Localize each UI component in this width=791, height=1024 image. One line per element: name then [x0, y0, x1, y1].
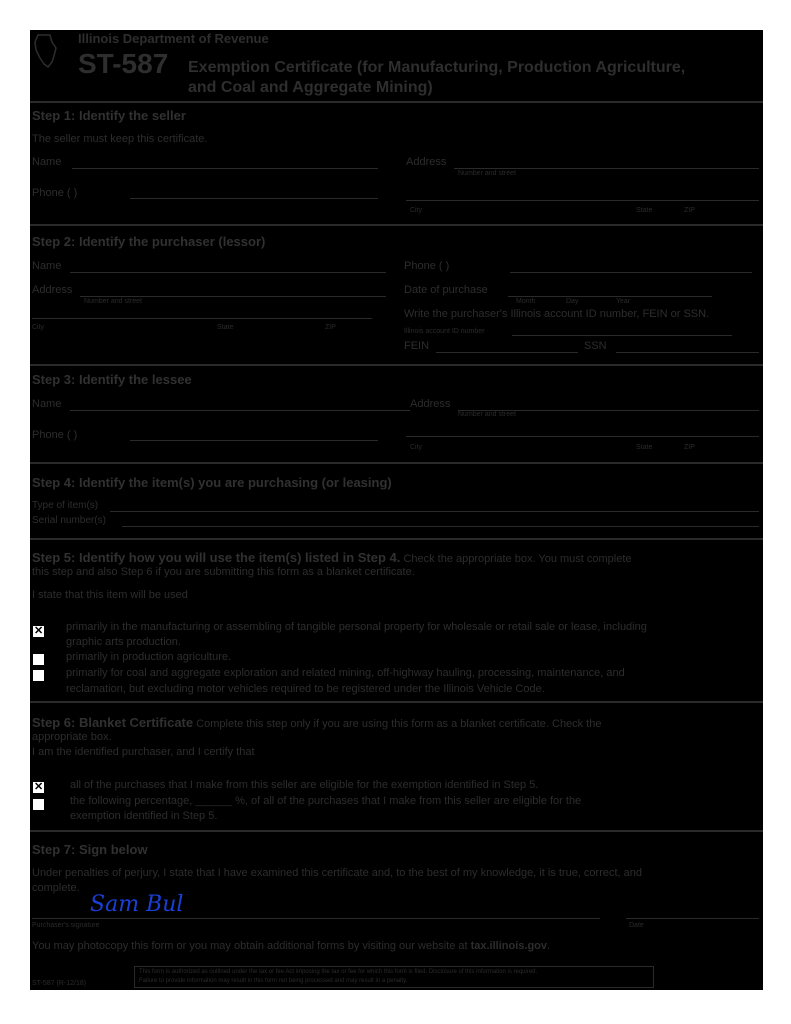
ssn-field[interactable] [616, 352, 759, 353]
exemption-certificate-form [30, 30, 763, 990]
seller-address-label: Address [406, 156, 447, 168]
use-mining-label: primarily for coal and aggregate exploration and related mining, off-highway hauling, processing, maintenance, and [66, 667, 625, 679]
city-caption: City [410, 444, 423, 451]
department-name: Illinois Department of Revenue [78, 31, 269, 46]
zip-caption: ZIP [684, 444, 695, 451]
account-id-label: Illinois account ID number [404, 328, 485, 335]
date-caption: Date [629, 922, 644, 929]
blanket-percentage-label-cont: exemption identified in Step 5. [70, 810, 218, 822]
form-number: ST-587 [78, 48, 169, 79]
step5-statement: I state that this item will be used [32, 589, 188, 601]
number-street-caption: Number and street [458, 170, 516, 177]
city-caption: City [410, 207, 423, 214]
zip-caption: ZIP [684, 207, 695, 214]
date-of-purchase-label: Date of purchase [404, 284, 488, 296]
state-caption: State [636, 444, 653, 451]
day-caption: Day [566, 298, 579, 305]
perjury-statement-cont: complete. [32, 882, 80, 894]
seller-address-field[interactable] [454, 168, 759, 169]
use-manufacturing-checkbox[interactable]: ✕ [34, 625, 44, 637]
photocopy-end: . [547, 940, 551, 952]
use-agriculture-checkbox[interactable] [33, 654, 44, 665]
purchaser-phone-label: Phone ( ) [404, 260, 450, 272]
form-title-line1: Exemption Certificate (for Manufacturing, Production Agriculture, [188, 59, 686, 76]
month-caption: Month [516, 298, 536, 305]
form-title-line2: and Coal and Aggregate Mining) [188, 79, 433, 96]
divider [30, 101, 763, 103]
blanket-all-purchases-label: all of the purchases that I make from this seller are eligible for the exemption identified in Step 5. [70, 779, 539, 791]
lessee-phone-field[interactable] [130, 440, 378, 441]
seller-phone-field[interactable] [130, 198, 378, 199]
step4-heading: Step 4: Identify the item(s) you are purchasing (or leasing) [32, 475, 392, 490]
seller-city-field[interactable] [406, 200, 759, 201]
blanket-percentage-label: the following percentage, ______ %, of all of the purchases that I make from this seller are eligible for the [70, 795, 582, 807]
purchaser-address-label: Address [32, 284, 73, 296]
serial-numbers-label: Serial number(s) [32, 515, 106, 526]
purchaser-address-field[interactable] [80, 296, 386, 297]
disclaimer-line2: Failure to provide information may result in this form not being processed and may result in a penalty. [139, 978, 408, 984]
divider [30, 701, 763, 703]
step5-instruction: Check the appropriate box. You must complete [400, 553, 632, 565]
step6-instruction-line2: appropriate box. [32, 731, 112, 743]
seller-name-label: Name [32, 156, 62, 168]
perjury-statement: Under penalties of perjury, I state that I have examined this certificate and, to the best of my knowledge, it is true, correct, and [32, 867, 643, 879]
step1-heading: Step 1: Identify the seller [32, 108, 186, 123]
type-of-items-field[interactable] [110, 511, 759, 512]
seller-name-field[interactable] [72, 168, 378, 169]
step6-heading: Step 6: Blanket Certificate [32, 715, 194, 730]
purchaser-city-field[interactable] [32, 318, 372, 319]
number-street-caption: Number and street [458, 411, 516, 418]
step7-heading: Step 7: Sign below [32, 842, 148, 857]
ssn-label: SSN [584, 340, 607, 352]
step6-instruction: Complete this step only if you are using this form as a blanket certificate. Check the [193, 718, 602, 730]
blanket-percentage-checkbox[interactable] [33, 799, 44, 810]
signature-field[interactable] [32, 918, 600, 919]
use-manufacturing-label: primarily in the manufacturing or assembling of tangible personal property for wholesale or retail sale or lease, including [66, 621, 647, 633]
lessee-address-label: Address [410, 398, 451, 410]
step1-note: The seller must keep this certificate. [32, 133, 208, 145]
purchaser-name-label: Name [32, 260, 62, 272]
form-revision: ST-587 (R-12/18) [32, 980, 87, 987]
illinois-state-outline-icon [32, 34, 58, 68]
state-caption: State [636, 207, 653, 214]
step6-heading-row [32, 714, 602, 732]
state-caption: State [217, 324, 234, 331]
use-agriculture-label: primarily in production agriculture. [66, 651, 232, 663]
lessee-name-field[interactable] [70, 410, 410, 411]
divider [30, 224, 763, 226]
step6-statement: I am the identified purchaser, and I certify that [32, 746, 255, 758]
photocopy-text: You may photocopy this form or you may obtain additional forms by visiting our website at [32, 940, 471, 952]
fein-label: FEIN [404, 340, 430, 352]
purchaser-phone-field[interactable] [510, 272, 752, 273]
step5-heading: Step 5: Identify how you will use the item(s) listed in Step 4. [32, 550, 401, 565]
fein-field[interactable] [436, 352, 578, 353]
lessee-city-field[interactable] [406, 436, 759, 437]
divider [30, 364, 763, 366]
photocopy-note [32, 940, 550, 952]
year-caption: Year [616, 298, 631, 305]
step5-heading-row [32, 549, 632, 567]
blanket-all-purchases-checkbox[interactable]: ✕ [34, 781, 44, 793]
lessee-name-label: Name [32, 398, 62, 410]
disclaimer-line1: This form is authorized as outlined under the tax or fee Act imposing the tax or fee for which this form is filed. Disclosure of this information is required. [139, 969, 538, 975]
signature-date-field[interactable] [626, 918, 759, 919]
divider [30, 830, 763, 832]
divider [30, 538, 763, 540]
step5-instruction-line2: this step and also Step 6 if you are submitting this form as a blanket certificate. [32, 566, 415, 578]
signature-caption: Purchaser's signature [32, 922, 100, 929]
disclaimer-box [134, 966, 654, 988]
zip-caption: ZIP [325, 324, 336, 331]
lessee-phone-label: Phone ( ) [32, 429, 78, 441]
step3-heading: Step 3: Identify the lessee [32, 372, 192, 387]
use-mining-label-cont: reclamation, but excluding motor vehicles required to be registered under the Illinois Vehicle Code. [66, 683, 545, 695]
website-link[interactable]: tax.illinois.gov [470, 940, 547, 952]
use-manufacturing-label-cont: graphic arts production. [66, 636, 181, 648]
use-mining-checkbox[interactable] [33, 670, 44, 681]
date-of-purchase-field[interactable] [508, 296, 712, 297]
seller-phone-label: Phone ( ) [32, 187, 78, 199]
serial-numbers-field[interactable] [122, 526, 759, 527]
id-instruction: Write the purchaser's Illinois account ID number, FEIN or SSN. [404, 308, 710, 320]
type-of-items-label: Type of item(s) [32, 500, 99, 511]
account-id-field[interactable] [512, 335, 732, 336]
divider [30, 462, 763, 464]
step2-heading: Step 2: Identify the purchaser (lessor) [32, 234, 266, 249]
purchaser-signature: Sam Bul [90, 892, 184, 917]
purchaser-name-field[interactable] [70, 272, 386, 273]
city-caption: City [32, 324, 45, 331]
number-street-caption: Number and street [84, 298, 142, 305]
